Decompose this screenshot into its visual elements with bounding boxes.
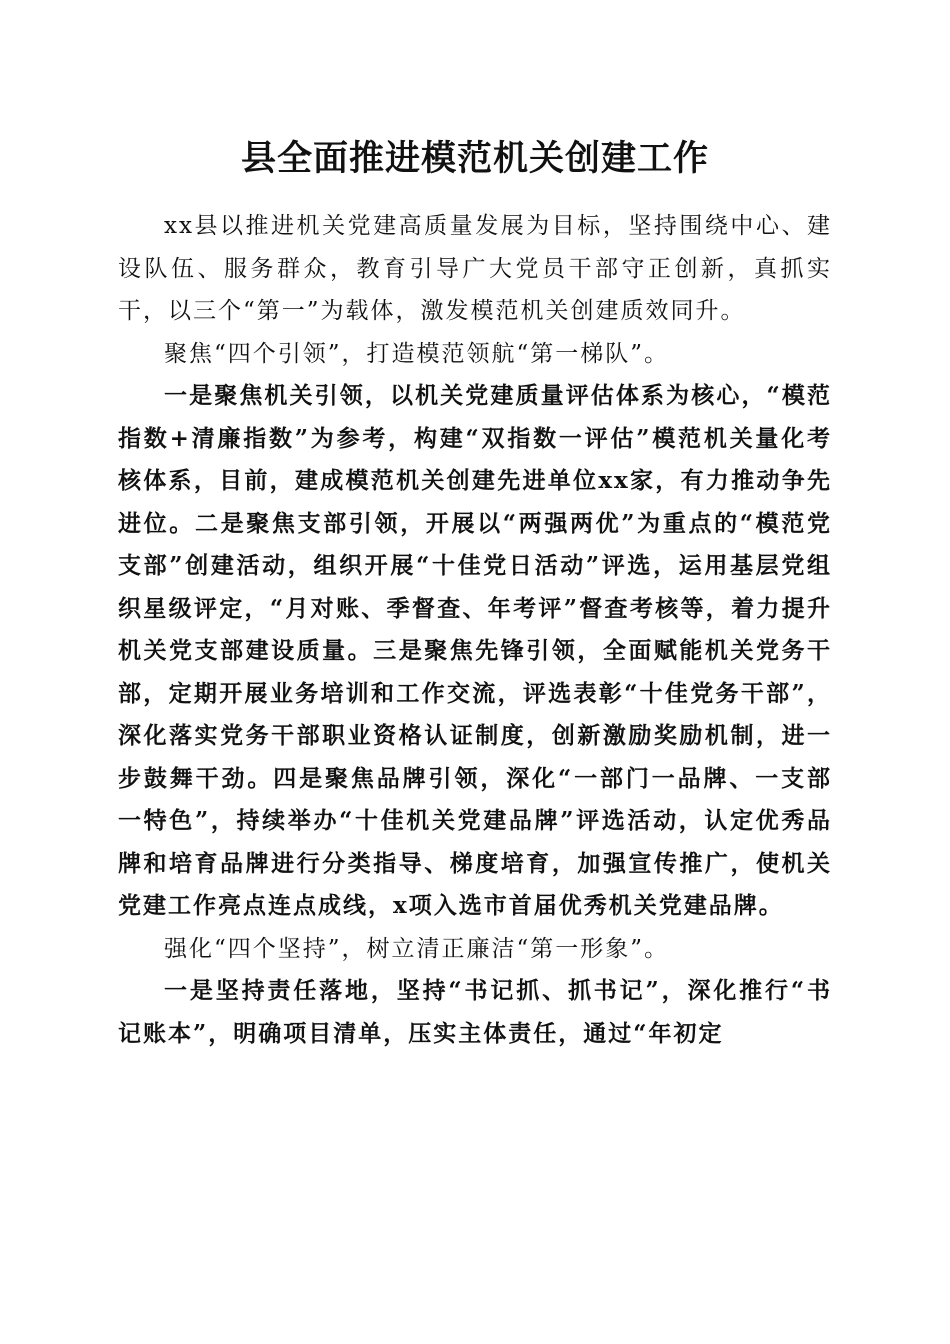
paragraph-four-adherences-detail: 一是坚持责任落地，坚持“书记抓、抓书记”，深化推行“书记账本”，明确项目清单，压实主体责任，通过“年初定	[118, 977, 832, 1047]
document-title: 县全面推进模范机关创建工作	[240, 138, 709, 179]
paragraph-four-leads-detail: 一是聚焦机关引领，以机关党建质量评估体系为核心，“模范指数+清廉指数”为参考，构建“双指数一评估”模范机关量化考核体系，目前，建成模范机关创建先进单位xx家，有力推动争先进位。二是聚焦支部引领，开展以“两强两优”为重点的“模范党支部”创建活动，组织开展“十佳党日活动”评选，运用基层党组织星级评定，“月对账、季督查、年考评”督查考核等，着力提升机关党支部建设质量。三是聚焦先锋引领，全面赋能机关党务干部，定期开展业务培训和工作交流，评选表彰“十佳党务干部”，深化落实党务干部职业资格认证制度，创新激励奖励机制，进一步鼓舞干劲。四是聚焦品牌引领，深化“一部门一品牌、一支部一特色”，持续举办“十佳机关党建品牌”评选活动，认定优秀品牌和培育品牌进行分类指导、梯度培育，加强宣传推广，使机关党建工作亮点连点成线，x项入选市首届优秀机关党建品牌。	[118, 382, 832, 919]
section-heading-four-adherences: 强化“四个坚持”，树立清正廉洁“第一形象”。	[164, 935, 670, 962]
section-heading-four-leads: 聚焦“四个引领”，打造模范领航“第一梯队”。	[164, 340, 670, 367]
document-body	[118, 205, 832, 1055]
paragraph-intro: xx县以推进机关党建高质量发展为目标，坚持围绕中心、建设队伍、服务群众，教育引导广大党员干部守正创新，真抓实干，以三个“第一”为载体，激发模范机关创建质效同升。	[118, 213, 832, 324]
